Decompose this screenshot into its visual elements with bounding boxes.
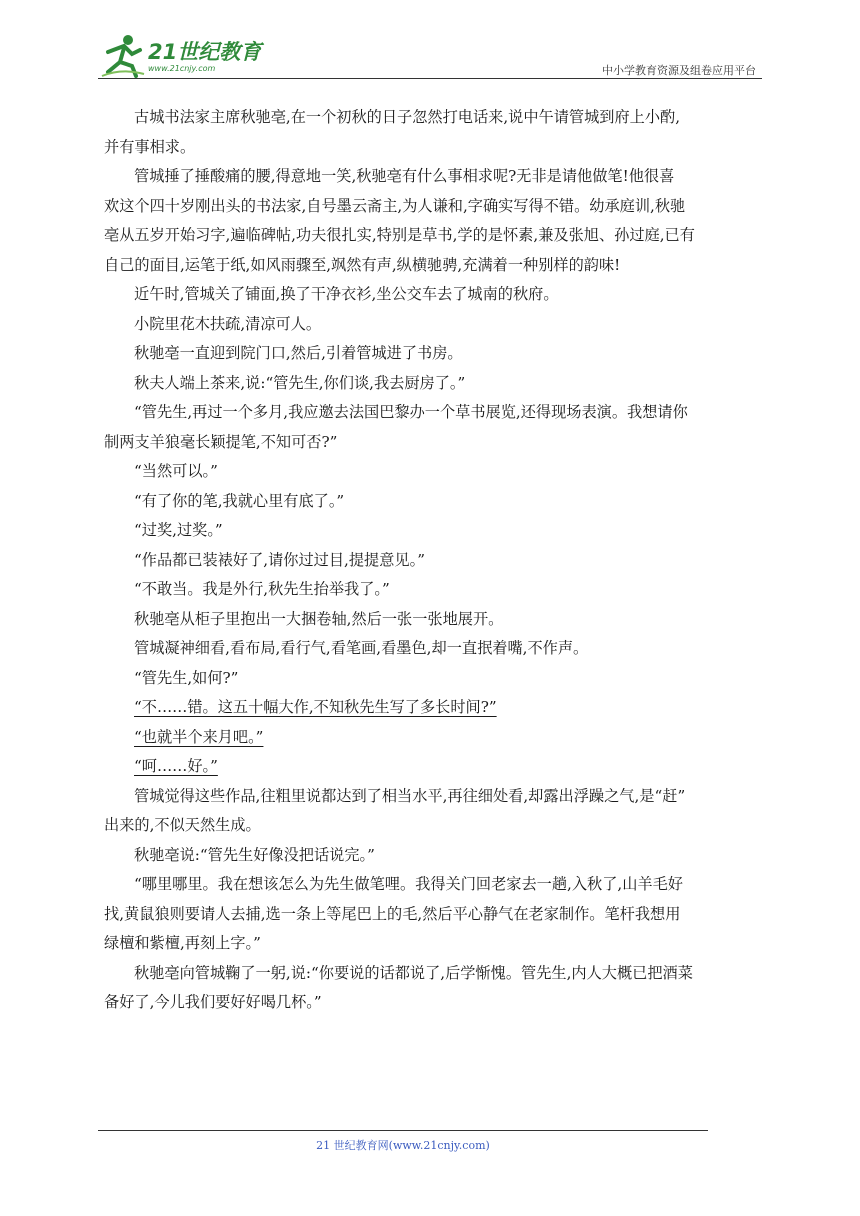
page-header bbox=[98, 30, 762, 80]
footer-text: 21 世纪教育网(www.21cnjy.com) bbox=[316, 1139, 490, 1152]
paragraph-line bbox=[134, 693, 764, 723]
paragraph-line: 古城书法家主席秋驰亳,在一个初秋的日子忽然打电话来,说中午请管城到府上小酌, bbox=[134, 108, 681, 126]
paragraph-continuation: 绿檀和紫檀,再刻上字。” bbox=[104, 934, 261, 952]
paragraph-continuation: 欢这个四十岁刚出头的书法家,自号墨云斋主,为人谦和,字确实写得不错。幼承庭训,秋驰 bbox=[104, 196, 686, 215]
runner-logo-icon bbox=[98, 32, 146, 78]
paragraph-line: 秋驰亳向管城鞠了一躬,说:“你要说的话都说了,后学惭愧。管先生,内人大概已把酒菜 bbox=[134, 963, 693, 982]
logo-text: 21世纪教育 bbox=[148, 40, 262, 64]
paragraph-line: “不敢当。我是外行,秋先生抬举我了。” bbox=[134, 580, 390, 598]
paragraph-line: 管城捶了捶酸痛的腰,得意地一笑,秋驰亳有什么事相求呢?无非是请他做笔!他很喜 bbox=[134, 167, 675, 185]
paragraph-line: 管城凝神细看,看布局,看行气,看笔画,看墨色,却一直抿着嘴,不作声。 bbox=[134, 639, 589, 657]
paragraph-line: 管城觉得这些作品,往粗里说都达到了相当水平,再往细处看,却露出浮躁之气,是“赶” bbox=[134, 786, 686, 805]
paragraph-line: “哪里哪里。我在想该怎么为先生做笔哩。我得关门回老家去一趟,入秋了,山羊毛好 bbox=[134, 875, 683, 893]
paragraph-line: 秋驰亳一直迎到院门口,然后,引着管城进了书房。 bbox=[134, 344, 463, 362]
paragraph-line: 小院里花木扶疏,清凉可人。 bbox=[134, 314, 322, 333]
paragraph-line: “有了你的笔,我就心里有底了。” bbox=[134, 491, 345, 510]
paragraph-line: “作品都已装裱好了,请你过过目,提提意见。” bbox=[134, 550, 425, 569]
paragraph-line: “管先生,再过一个多月,我应邀去法国巴黎办一个草书展览,还得现场表演。我想请你 bbox=[134, 403, 688, 421]
header-divider bbox=[98, 78, 762, 79]
underlined-text: “呵……好。” bbox=[134, 757, 218, 775]
paragraph-continuation: 自己的面目,运笔于纸,如风雨骤至,飒然有声,纵横驰骋,充满着一种别样的韵味! bbox=[104, 255, 621, 274]
platform-name: 中小学教育资源及组卷应用平台 bbox=[602, 64, 756, 77]
paragraph-line: 秋驰亳说:“管先生好像没把话说完。” bbox=[134, 845, 375, 864]
paragraph-line: “管先生,如何?” bbox=[134, 668, 239, 687]
underlined-text: “也就半个来月吧。” bbox=[134, 727, 264, 746]
paragraph-line: 秋驰亳从柜子里抱出一大捆卷轴,然后一张一张地展开。 bbox=[134, 609, 504, 628]
paragraph-continuation: 出来的,不似天然生成。 bbox=[104, 816, 261, 834]
paragraph-line: 秋夫人端上茶来,说:“管先生,你们谈,我去厨房了。” bbox=[134, 373, 466, 392]
paragraph-continuation: 备好了,今儿我们要好好喝几杯。” bbox=[104, 993, 322, 1011]
underlined-text: “不……错。这五十幅大作,不知秋先生写了多长时间?” bbox=[134, 698, 497, 716]
paragraph-continuation: 并有事相求。 bbox=[104, 137, 196, 156]
paragraph-line: “过奖,过奖。” bbox=[134, 521, 223, 539]
logo-url: www.21cnjy.com bbox=[148, 64, 216, 73]
paragraph-continuation: 找,黄鼠狼则要请人去捕,选一条上等尾巴上的毛,然后平心静气在老家制作。笔杆我想用 bbox=[104, 904, 681, 923]
article-body bbox=[104, 103, 764, 1018]
site-logo bbox=[98, 32, 262, 78]
paragraph-line bbox=[134, 752, 764, 782]
paragraph-line bbox=[134, 723, 764, 753]
paragraph-continuation: 制两支羊狼毫长颖提笔,不知可否?” bbox=[104, 432, 338, 451]
footer-divider bbox=[98, 1130, 708, 1131]
paragraph-line: 近午时,管城关了铺面,换了干净衣衫,坐公交车去了城南的秋府。 bbox=[134, 285, 559, 303]
paragraph-line: “当然可以。” bbox=[134, 462, 218, 480]
paragraph-continuation: 亳从五岁开始习字,遍临碑帖,功夫很扎实,特别是草书,学的是怀素,兼及张旭、孙过庭,已有 bbox=[104, 226, 695, 244]
